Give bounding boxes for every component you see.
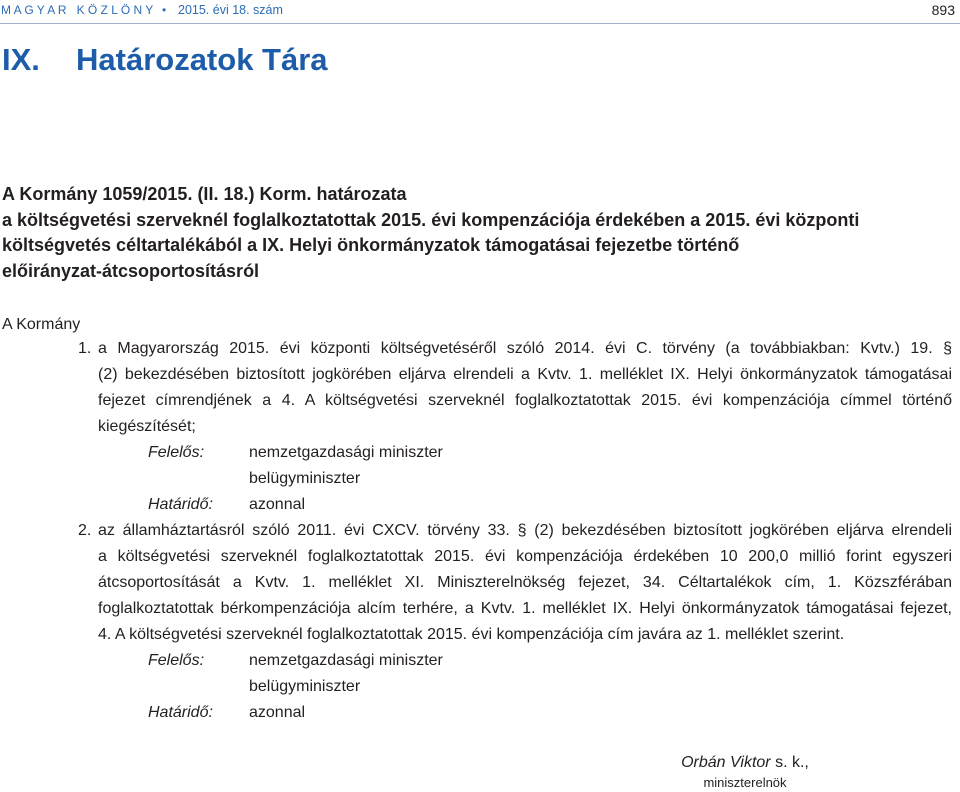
- responsible-value: nemzetgazdasági miniszter: [249, 444, 443, 461]
- item-text-line: foglalkoztatottak bérkompenzációja alcím terhére, a Kvtv. 1. melléklet IX. Helyi önkormányzatok támogatásai fejezet,: [98, 600, 952, 617]
- signature-line: [660, 751, 830, 775]
- item-number: 1.: [78, 340, 92, 357]
- item-text-line: fejezet címrendjének a 4. A költségvetési szerveknél foglalkoztatottak 2015. évi kompenzációja címmel történő: [98, 392, 952, 409]
- deadline-row: [0, 700, 960, 726]
- responsible-label: Felelős:: [148, 652, 205, 669]
- resolution-title-line: előirányzat-átcsoportosításról: [2, 260, 260, 281]
- responsible-row: [0, 440, 960, 466]
- page-header: [0, 2, 960, 20]
- item-text-line: (2) bekezdésében biztosított jogkörében eljárva elrendeli a Kvtv. 1. melléklet IX. Helyi önkormányzatok támogatásai: [98, 366, 952, 383]
- item-text: [98, 336, 952, 440]
- responsible-row: [0, 674, 960, 700]
- deadline-label: Határidő:: [148, 496, 213, 513]
- page-number: 893: [931, 2, 955, 18]
- resolution-title-line: a költségvetési szerveknél foglalkoztatottak 2015. évi kompenzációja érdekében a 2015. évi központi: [2, 209, 860, 230]
- header-separator-bullet: •: [162, 3, 167, 17]
- item-text-line: a Magyarország 2015. évi központi költségvetéséről szóló 2014. évi C. törvény (a továbbiakban: Kvtv.) 19. §: [98, 340, 952, 357]
- responsible-row: [0, 466, 960, 492]
- responsible-value: belügyminiszter: [249, 678, 361, 695]
- signature-block: [660, 751, 830, 791]
- resolution-body: [0, 336, 960, 726]
- section-number: IX.: [2, 42, 40, 77]
- responsible-value: nemzetgazdasági miniszter: [249, 652, 443, 669]
- item-text-line: az államháztartásról szóló 2011. évi CXCV. törvény 33. § (2) bekezdésében biztosított jogkörében eljárva elrendeli: [98, 522, 952, 539]
- item-text-line: a költségvetési szerveknél foglalkoztatottak 2015. évi kompenzációja érdekében 10 200,0 millió forint egyszeri: [98, 548, 952, 565]
- signatory-name: Orbán Viktor: [681, 754, 771, 771]
- item-text: [98, 518, 952, 648]
- deadline-label: Határidő:: [148, 704, 213, 721]
- item-text-line: átcsoportosítását a Kvtv. 1. melléklet XI. Miniszterelnökség fejezet, 34. Céltartalékok cím, 1. Közszférában: [98, 574, 952, 591]
- publication-name: M A G Y A R K Ö Z L Ö N Y: [1, 3, 154, 17]
- section-title: Határozatok Tára: [76, 42, 328, 77]
- resolution-item-2: [0, 518, 960, 726]
- item-text-line: kiegészítését;: [98, 418, 196, 435]
- signatory-role: miniszterelnök: [703, 775, 787, 790]
- responsible-value: belügyminiszter: [249, 470, 361, 487]
- resolution-item-1: [0, 336, 960, 518]
- issue-number: 2015. évi 18. szám: [178, 3, 283, 17]
- responsible-label: Felelős:: [148, 444, 205, 461]
- signature-suffix: s. k.,: [775, 754, 809, 771]
- item-number: 2.: [78, 522, 92, 539]
- resolution-title-line: költségvetés céltartalékából a IX. Helyi önkormányzatok támogatásai fejezetbe történő: [2, 235, 740, 255]
- preamble: A Kormány: [2, 316, 81, 333]
- item-text-line: 4. A költségvetési szerveknél foglalkoztatottak 2015. évi kompenzációja cím javára az 1. melléklet szerint.: [98, 626, 845, 643]
- responsible-row: [0, 648, 960, 674]
- header-divider: [0, 23, 960, 24]
- deadline-value: azonnal: [249, 704, 306, 721]
- resolution-title: [2, 182, 859, 284]
- deadline-value: azonnal: [249, 496, 306, 513]
- resolution-title-line: A Kormány 1059/2015. (II. 18.) Korm. határozata: [2, 184, 407, 204]
- deadline-row: [0, 492, 960, 518]
